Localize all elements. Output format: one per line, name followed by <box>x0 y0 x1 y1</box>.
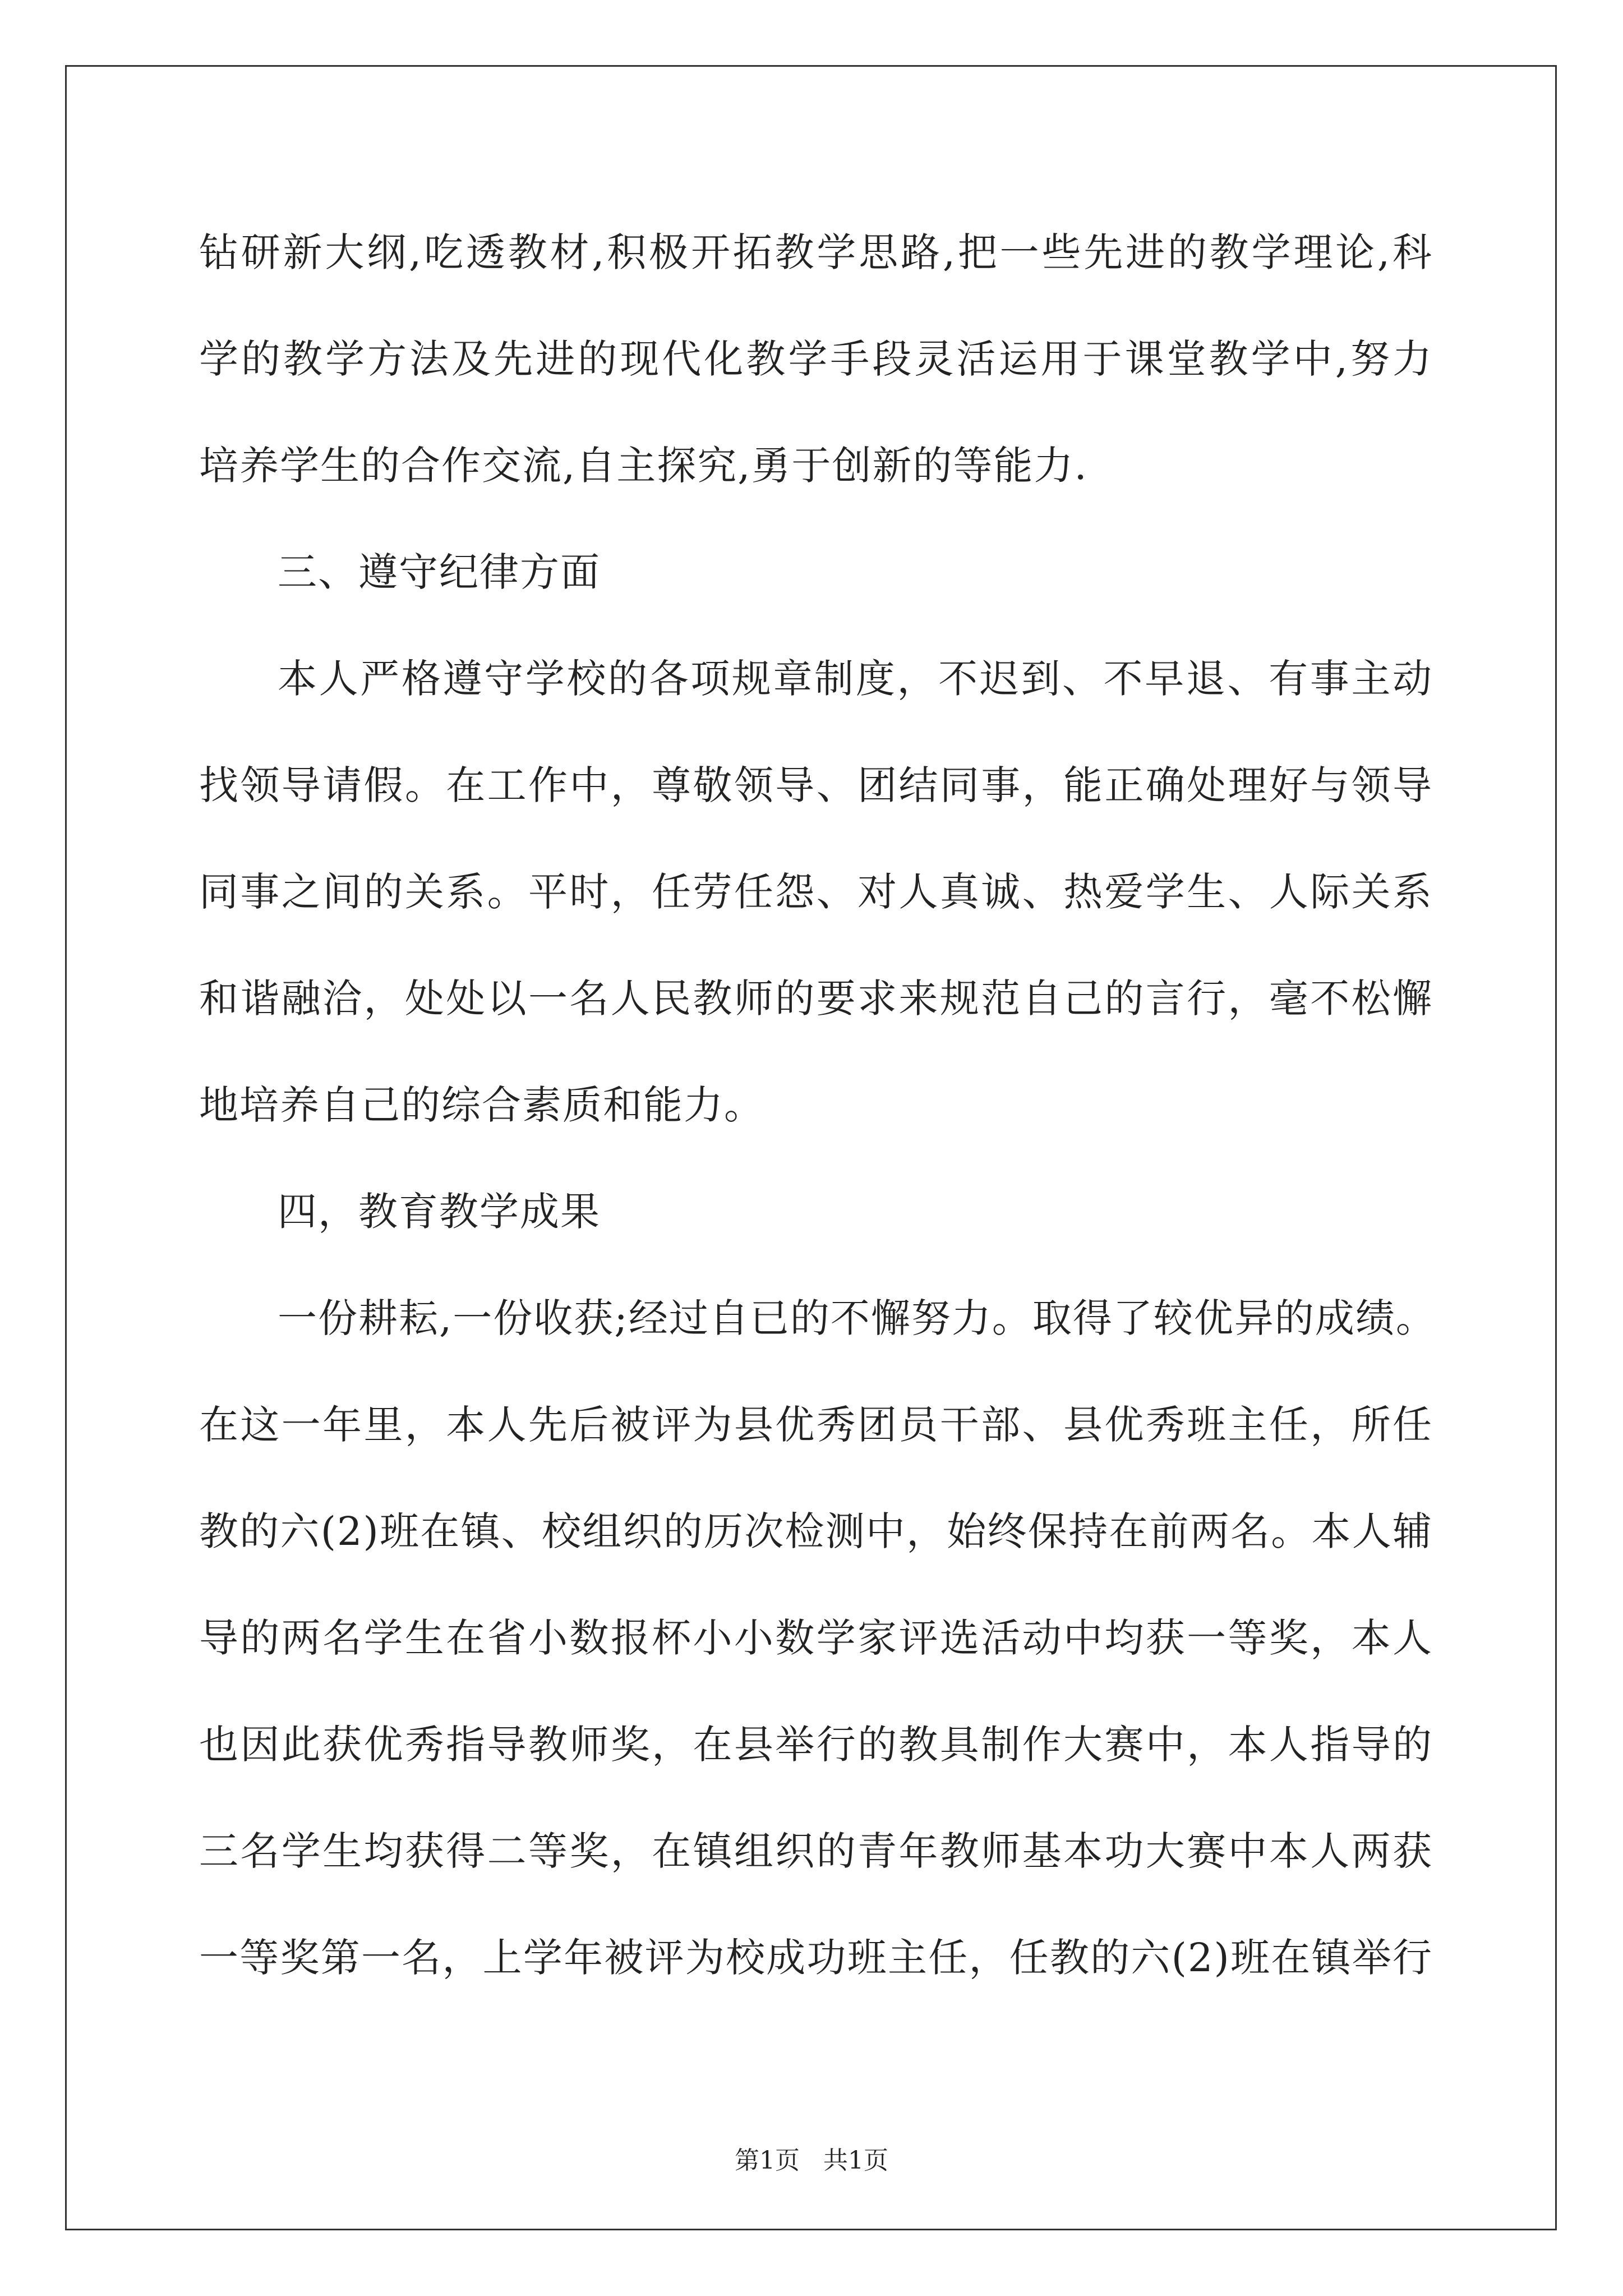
text-line: 一等奖第一名，上学年被评为校成功班主任，任教的六(2)班在镇举行 <box>199 1935 1433 1981</box>
text-line: 也因此获优秀指导教师奖，在县举行的教具制作大赛中，本人指导的 <box>199 1722 1433 1768</box>
text-line: 同事之间的关系。平时，任劳任怨、对人真诚、热爱学生、人际关系 <box>199 869 1433 915</box>
text-line: 找领导请假。在工作中，尊敬领导、团结同事，能正确处理好与领导 <box>199 762 1433 808</box>
document-body <box>199 199 1436 2011</box>
text-line: 一份耕耘,一份收获;经过自已的不懈努力。取得了较优异的成绩。 <box>278 1295 1436 1341</box>
text-line: 导的两名学生在省小数报杯小小数学家评选活动中均获一等奖，本人 <box>199 1615 1433 1661</box>
text-line: 本人严格遵守学校的各项规章制度，不迟到、不早退、有事主动 <box>278 656 1433 702</box>
text-line: 钻研新大纲,吃透教材,积极开拓教学思路,把一些先进的教学理论,科 <box>199 229 1433 275</box>
text-line: 和谐融洽，处处以一名人民教师的要求来规范自己的言行，毫不松懈 <box>199 976 1433 1022</box>
text-line: 在这一年里，本人先后被评为县优秀团员干部、县优秀班主任，所任 <box>199 1402 1433 1448</box>
section-heading: 三、遵守纪律方面 <box>278 549 601 595</box>
section-heading: 四，教育教学成果 <box>278 1189 601 1235</box>
text-line: 培养学生的合作交流,自主探究,勇于创新的等能力. <box>199 443 1088 489</box>
text-line: 学的教学方法及先进的现代化教学手段灵活运用于课堂教学中,努力 <box>199 336 1433 382</box>
text-line: 三名学生均获得二等奖，在镇组织的青年教师基本功大赛中本人两获 <box>199 1828 1433 1874</box>
text-line: 地培养自己的综合素质和能力。 <box>199 1082 764 1128</box>
page-number-footer: 第1页 共1页 <box>735 2146 888 2175</box>
text-line: 教的六(2)班在镇、校组织的历次检测中，始终保持在前两名。本人辅 <box>199 1508 1433 1554</box>
